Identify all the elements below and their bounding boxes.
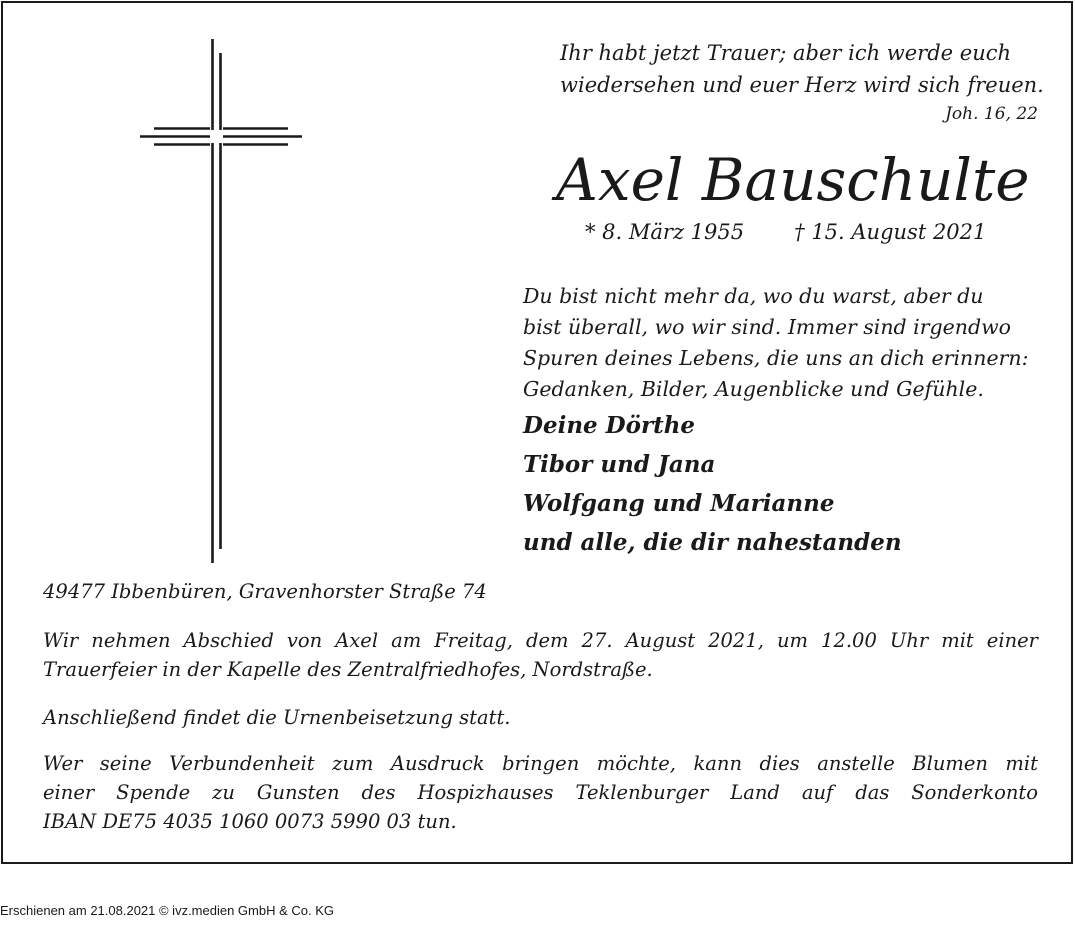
poem-line: Gedanken, Bilder, Augenblicke und Gefühle.: [523, 377, 984, 401]
paragraph-line: Anschließend findet die Urnenbeisetzung statt.: [43, 706, 511, 729]
quote-line: Ihr habt jetzt Trauer; aber ich werde euch: [560, 41, 1012, 65]
donation-paragraph: [43, 749, 1038, 836]
quote-reference: Joh. 16, 22: [945, 104, 1038, 124]
paragraph-line: IBAN DE75 4035 1060 0073 5990 03 tun.: [43, 810, 457, 833]
mourner: Wolfgang und Marianne: [523, 490, 835, 517]
poem-line: Spuren deines Lebens, die uns an dich erinnern:: [523, 346, 1029, 370]
poem-line: Du bist nicht mehr da, wo du warst, aber du: [523, 284, 984, 308]
mourners-list: [523, 406, 902, 562]
obituary-notice: [1, 1, 1073, 864]
paragraph-line: Trauerfeier in der Kapelle des Zentralfriedhofes, Nordstraße.: [43, 658, 653, 681]
burial-paragraph: [43, 703, 1038, 732]
deceased-name: Axel Bauschulte: [556, 146, 1030, 214]
cross-icon: [140, 39, 302, 563]
mourner: und alle, die dir nahestanden: [523, 529, 902, 556]
poem-line: bist überall, wo wir sind. Immer sind irgendwo: [523, 315, 1012, 339]
farewell-paragraph: [43, 626, 1038, 684]
paragraph-line: einer Spende zu Gunsten des Hospizhauses Teklenburger Land auf das Sonderkonto: [43, 781, 1038, 804]
death-date: † 15. August 2021: [794, 220, 987, 244]
address: 49477 Ibbenbüren, Gravenhorster Straße 74: [43, 580, 487, 603]
life-dates: [585, 220, 986, 244]
paragraph-line: Wir nehmen Abschied von Axel am Freitag, dem 27. August 2021, um 12.00 Uhr mit einer: [43, 629, 1038, 652]
publication-footer: Erschienen am 21.08.2021 © ivz.medien GmbH & Co. KG: [0, 903, 335, 918]
bible-quote: [560, 37, 1044, 101]
mourner: Deine Dörthe: [523, 412, 696, 439]
paragraph-line: Wer seine Verbundenheit zum Ausdruck bringen möchte, kann dies anstelle Blumen mit: [43, 752, 1038, 775]
birth-date: * 8. März 1955: [585, 220, 745, 244]
mourner: Tibor und Jana: [523, 451, 716, 478]
poem: [523, 281, 1053, 405]
quote-line: wiedersehen und euer Herz wird sich freuen.: [560, 73, 1044, 97]
